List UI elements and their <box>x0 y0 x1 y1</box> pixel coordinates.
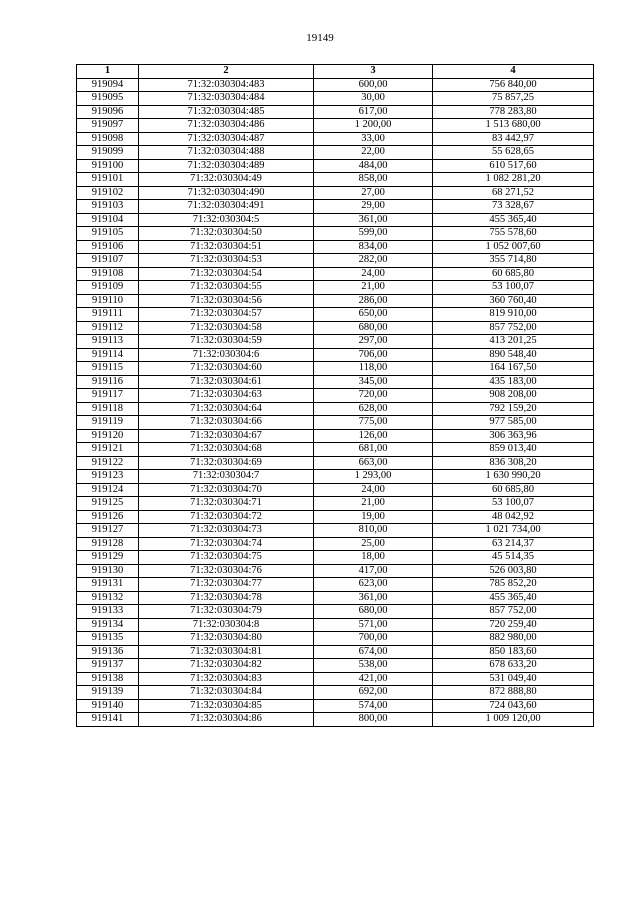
value-cell: 778 283,80 <box>433 105 594 119</box>
value-cell: 1 009 120,00 <box>433 713 594 727</box>
table-row <box>77 443 594 457</box>
area-cell: 574,00 <box>314 699 433 713</box>
cadastral-number-cell: 71:32:030304:50 <box>139 227 314 241</box>
table-row <box>77 362 594 376</box>
table-row <box>77 591 594 605</box>
cadastral-number-cell: 71:32:030304:489 <box>139 159 314 173</box>
area-cell: 663,00 <box>314 456 433 470</box>
row-number-cell: 919100 <box>77 159 139 173</box>
cadastral-number-cell: 71:32:030304:7 <box>139 470 314 484</box>
value-cell: 55 628,65 <box>433 146 594 160</box>
area-cell: 681,00 <box>314 443 433 457</box>
table-row <box>77 632 594 646</box>
table-row <box>77 348 594 362</box>
area-cell: 286,00 <box>314 294 433 308</box>
row-number-cell: 919098 <box>77 132 139 146</box>
row-number-cell: 919124 <box>77 483 139 497</box>
area-cell: 18,00 <box>314 551 433 565</box>
table-row <box>77 254 594 268</box>
table-row <box>77 321 594 335</box>
area-cell: 30,00 <box>314 92 433 106</box>
area-cell: 706,00 <box>314 348 433 362</box>
area-cell: 1 293,00 <box>314 470 433 484</box>
area-cell: 571,00 <box>314 618 433 632</box>
cadastral-number-cell: 71:32:030304:81 <box>139 645 314 659</box>
table-row <box>77 429 594 443</box>
row-number-cell: 919127 <box>77 524 139 538</box>
cadastral-number-cell: 71:32:030304:80 <box>139 632 314 646</box>
row-number-cell: 919133 <box>77 605 139 619</box>
cadastral-number-cell: 71:32:030304:54 <box>139 267 314 281</box>
table-row <box>77 200 594 214</box>
column-header-4: 4 <box>433 65 594 79</box>
cadastral-number-cell: 71:32:030304:5 <box>139 213 314 227</box>
value-cell: 755 578,60 <box>433 227 594 241</box>
cadastral-number-cell: 71:32:030304:58 <box>139 321 314 335</box>
value-cell: 60 685,80 <box>433 483 594 497</box>
row-number-cell: 919130 <box>77 564 139 578</box>
row-number-cell: 919112 <box>77 321 139 335</box>
table-row <box>77 686 594 700</box>
row-number-cell: 919128 <box>77 537 139 551</box>
cadastral-number-cell: 71:32:030304:71 <box>139 497 314 511</box>
row-number-cell: 919110 <box>77 294 139 308</box>
value-cell: 724 043,60 <box>433 699 594 713</box>
cadastral-number-cell: 71:32:030304:86 <box>139 713 314 727</box>
value-cell: 890 548,40 <box>433 348 594 362</box>
cadastral-number-cell: 71:32:030304:82 <box>139 659 314 673</box>
value-cell: 455 365,40 <box>433 591 594 605</box>
area-cell: 810,00 <box>314 524 433 538</box>
value-cell: 859 013,40 <box>433 443 594 457</box>
area-cell: 33,00 <box>314 132 433 146</box>
table-row <box>77 416 594 430</box>
table-row <box>77 551 594 565</box>
value-cell: 355 714,80 <box>433 254 594 268</box>
table-row <box>77 389 594 403</box>
row-number-cell: 919135 <box>77 632 139 646</box>
row-number-cell: 919132 <box>77 591 139 605</box>
row-number-cell: 919097 <box>77 119 139 133</box>
value-cell: 68 271,52 <box>433 186 594 200</box>
row-number-cell: 919129 <box>77 551 139 565</box>
table-row <box>77 578 594 592</box>
cadastral-number-cell: 71:32:030304:67 <box>139 429 314 443</box>
value-cell: 756 840,00 <box>433 78 594 92</box>
table-row <box>77 456 594 470</box>
cadastral-number-cell: 71:32:030304:55 <box>139 281 314 295</box>
area-cell: 22,00 <box>314 146 433 160</box>
cadastral-number-cell: 71:32:030304:74 <box>139 537 314 551</box>
table-row <box>77 537 594 551</box>
table-row <box>77 240 594 254</box>
value-cell: 792 159,20 <box>433 402 594 416</box>
area-cell: 674,00 <box>314 645 433 659</box>
cadastral-number-cell: 71:32:030304:79 <box>139 605 314 619</box>
column-header-2: 2 <box>139 65 314 79</box>
cadastral-number-cell: 71:32:030304:491 <box>139 200 314 214</box>
table-row <box>77 375 594 389</box>
table-row <box>77 659 594 673</box>
table-row <box>77 308 594 322</box>
cadastral-number-cell: 71:32:030304:83 <box>139 672 314 686</box>
area-cell: 361,00 <box>314 591 433 605</box>
cadastral-number-cell: 71:32:030304:49 <box>139 173 314 187</box>
area-cell: 623,00 <box>314 578 433 592</box>
row-number-cell: 919125 <box>77 497 139 511</box>
area-cell: 599,00 <box>314 227 433 241</box>
value-cell: 413 201,25 <box>433 335 594 349</box>
row-number-cell: 919117 <box>77 389 139 403</box>
value-cell: 53 100,07 <box>433 281 594 295</box>
area-cell: 650,00 <box>314 308 433 322</box>
row-number-cell: 919096 <box>77 105 139 119</box>
page-number: 19149 <box>306 32 334 44</box>
value-cell: 850 183,60 <box>433 645 594 659</box>
value-cell: 60 685,80 <box>433 267 594 281</box>
area-cell: 417,00 <box>314 564 433 578</box>
table-row <box>77 294 594 308</box>
row-number-cell: 919095 <box>77 92 139 106</box>
value-cell: 857 752,00 <box>433 321 594 335</box>
table-row <box>77 497 594 511</box>
area-cell: 29,00 <box>314 200 433 214</box>
area-cell: 484,00 <box>314 159 433 173</box>
table-row <box>77 483 594 497</box>
table-row <box>77 78 594 92</box>
row-number-cell: 919116 <box>77 375 139 389</box>
cadastral-number-cell: 71:32:030304:483 <box>139 78 314 92</box>
row-number-cell: 919099 <box>77 146 139 160</box>
value-cell: 83 442,97 <box>433 132 594 146</box>
table-row <box>77 132 594 146</box>
cadastral-number-cell: 71:32:030304:57 <box>139 308 314 322</box>
area-cell: 25,00 <box>314 537 433 551</box>
column-header-1: 1 <box>77 65 139 79</box>
table-row <box>77 213 594 227</box>
row-number-cell: 919136 <box>77 645 139 659</box>
row-number-cell: 919134 <box>77 618 139 632</box>
cadastral-number-cell: 71:32:030304:485 <box>139 105 314 119</box>
cadastral-number-cell: 71:32:030304:78 <box>139 591 314 605</box>
value-cell: 819 910,00 <box>433 308 594 322</box>
table-row <box>77 105 594 119</box>
area-cell: 27,00 <box>314 186 433 200</box>
area-cell: 19,00 <box>314 510 433 524</box>
area-cell: 345,00 <box>314 375 433 389</box>
row-number-cell: 919121 <box>77 443 139 457</box>
cadastral-number-cell: 71:32:030304:64 <box>139 402 314 416</box>
area-cell: 628,00 <box>314 402 433 416</box>
value-cell: 53 100,07 <box>433 497 594 511</box>
table-row <box>77 146 594 160</box>
table-row <box>77 402 594 416</box>
table-row <box>77 92 594 106</box>
value-cell: 857 752,00 <box>433 605 594 619</box>
table-row <box>77 119 594 133</box>
table-row <box>77 510 594 524</box>
value-cell: 1 052 007,60 <box>433 240 594 254</box>
value-cell: 872 888,80 <box>433 686 594 700</box>
value-cell: 360 760,40 <box>433 294 594 308</box>
row-number-cell: 919139 <box>77 686 139 700</box>
area-cell: 538,00 <box>314 659 433 673</box>
value-cell: 75 857,25 <box>433 92 594 106</box>
area-cell: 692,00 <box>314 686 433 700</box>
row-number-cell: 919101 <box>77 173 139 187</box>
table-row <box>77 281 594 295</box>
row-number-cell: 919103 <box>77 200 139 214</box>
value-cell: 455 365,40 <box>433 213 594 227</box>
table-header-row <box>77 65 594 79</box>
cadastral-number-cell: 71:32:030304:488 <box>139 146 314 160</box>
row-number-cell: 919123 <box>77 470 139 484</box>
area-cell: 600,00 <box>314 78 433 92</box>
area-cell: 421,00 <box>314 672 433 686</box>
value-cell: 785 852,20 <box>433 578 594 592</box>
table-row <box>77 335 594 349</box>
value-cell: 73 328,67 <box>433 200 594 214</box>
cadastral-number-cell: 71:32:030304:69 <box>139 456 314 470</box>
area-cell: 680,00 <box>314 605 433 619</box>
cadastral-number-cell: 71:32:030304:60 <box>139 362 314 376</box>
row-number-cell: 919111 <box>77 308 139 322</box>
row-number-cell: 919109 <box>77 281 139 295</box>
value-cell: 977 585,00 <box>433 416 594 430</box>
cadastral-number-cell: 71:32:030304:76 <box>139 564 314 578</box>
row-number-cell: 919094 <box>77 78 139 92</box>
table-body <box>77 78 594 726</box>
table-row <box>77 267 594 281</box>
value-cell: 1 630 990,20 <box>433 470 594 484</box>
row-number-cell: 919119 <box>77 416 139 430</box>
value-cell: 63 214,37 <box>433 537 594 551</box>
value-cell: 48 042,92 <box>433 510 594 524</box>
cadastral-number-cell: 71:32:030304:85 <box>139 699 314 713</box>
area-cell: 680,00 <box>314 321 433 335</box>
value-cell: 610 517,60 <box>433 159 594 173</box>
value-cell: 882 980,00 <box>433 632 594 646</box>
row-number-cell: 919141 <box>77 713 139 727</box>
data-table <box>76 64 594 727</box>
value-cell: 1 082 281,20 <box>433 173 594 187</box>
row-number-cell: 919114 <box>77 348 139 362</box>
value-cell: 836 308,20 <box>433 456 594 470</box>
table-row <box>77 186 594 200</box>
row-number-cell: 919113 <box>77 335 139 349</box>
value-cell: 526 003,80 <box>433 564 594 578</box>
table-row <box>77 470 594 484</box>
row-number-cell: 919118 <box>77 402 139 416</box>
cadastral-number-cell: 71:32:030304:490 <box>139 186 314 200</box>
area-cell: 126,00 <box>314 429 433 443</box>
cadastral-number-cell: 71:32:030304:487 <box>139 132 314 146</box>
table-row <box>77 227 594 241</box>
area-cell: 700,00 <box>314 632 433 646</box>
area-cell: 775,00 <box>314 416 433 430</box>
table-row <box>77 173 594 187</box>
value-cell: 306 363,96 <box>433 429 594 443</box>
row-number-cell: 919138 <box>77 672 139 686</box>
table-row <box>77 524 594 538</box>
table-row <box>77 699 594 713</box>
value-cell: 164 167,50 <box>433 362 594 376</box>
area-cell: 282,00 <box>314 254 433 268</box>
cadastral-number-cell: 71:32:030304:66 <box>139 416 314 430</box>
row-number-cell: 919107 <box>77 254 139 268</box>
cadastral-number-cell: 71:32:030304:486 <box>139 119 314 133</box>
cadastral-number-cell: 71:32:030304:56 <box>139 294 314 308</box>
area-cell: 858,00 <box>314 173 433 187</box>
value-cell: 720 259,40 <box>433 618 594 632</box>
cadastral-number-cell: 71:32:030304:59 <box>139 335 314 349</box>
row-number-cell: 919104 <box>77 213 139 227</box>
value-cell: 1 021 734,00 <box>433 524 594 538</box>
cadastral-number-cell: 71:32:030304:70 <box>139 483 314 497</box>
value-cell: 435 183,00 <box>433 375 594 389</box>
row-number-cell: 919120 <box>77 429 139 443</box>
area-cell: 800,00 <box>314 713 433 727</box>
cadastral-number-cell: 71:32:030304:484 <box>139 92 314 106</box>
area-cell: 21,00 <box>314 497 433 511</box>
area-cell: 361,00 <box>314 213 433 227</box>
row-number-cell: 919140 <box>77 699 139 713</box>
area-cell: 617,00 <box>314 105 433 119</box>
cadastral-number-cell: 71:32:030304:63 <box>139 389 314 403</box>
row-number-cell: 919126 <box>77 510 139 524</box>
area-cell: 118,00 <box>314 362 433 376</box>
area-cell: 297,00 <box>314 335 433 349</box>
table-row <box>77 605 594 619</box>
table-row <box>77 564 594 578</box>
cadastral-number-cell: 71:32:030304:51 <box>139 240 314 254</box>
cadastral-number-cell: 71:32:030304:8 <box>139 618 314 632</box>
area-cell: 21,00 <box>314 281 433 295</box>
row-number-cell: 919131 <box>77 578 139 592</box>
area-cell: 24,00 <box>314 267 433 281</box>
table-row <box>77 672 594 686</box>
value-cell: 1 513 680,00 <box>433 119 594 133</box>
row-number-cell: 919106 <box>77 240 139 254</box>
cadastral-number-cell: 71:32:030304:77 <box>139 578 314 592</box>
cadastral-number-cell: 71:32:030304:53 <box>139 254 314 268</box>
row-number-cell: 919122 <box>77 456 139 470</box>
cadastral-number-cell: 71:32:030304:68 <box>139 443 314 457</box>
table-row <box>77 645 594 659</box>
value-cell: 531 049,40 <box>433 672 594 686</box>
row-number-cell: 919137 <box>77 659 139 673</box>
area-cell: 834,00 <box>314 240 433 254</box>
cadastral-number-cell: 71:32:030304:73 <box>139 524 314 538</box>
cadastral-number-cell: 71:32:030304:61 <box>139 375 314 389</box>
area-cell: 1 200,00 <box>314 119 433 133</box>
column-header-3: 3 <box>314 65 433 79</box>
row-number-cell: 919115 <box>77 362 139 376</box>
cadastral-number-cell: 71:32:030304:84 <box>139 686 314 700</box>
value-cell: 678 633,20 <box>433 659 594 673</box>
table-row <box>77 159 594 173</box>
cadastral-number-cell: 71:32:030304:75 <box>139 551 314 565</box>
table-row <box>77 713 594 727</box>
value-cell: 45 514,35 <box>433 551 594 565</box>
cadastral-number-cell: 71:32:030304:6 <box>139 348 314 362</box>
area-cell: 24,00 <box>314 483 433 497</box>
table-row <box>77 618 594 632</box>
row-number-cell: 919108 <box>77 267 139 281</box>
area-cell: 720,00 <box>314 389 433 403</box>
cadastral-number-cell: 71:32:030304:72 <box>139 510 314 524</box>
row-number-cell: 919105 <box>77 227 139 241</box>
value-cell: 908 208,00 <box>433 389 594 403</box>
row-number-cell: 919102 <box>77 186 139 200</box>
